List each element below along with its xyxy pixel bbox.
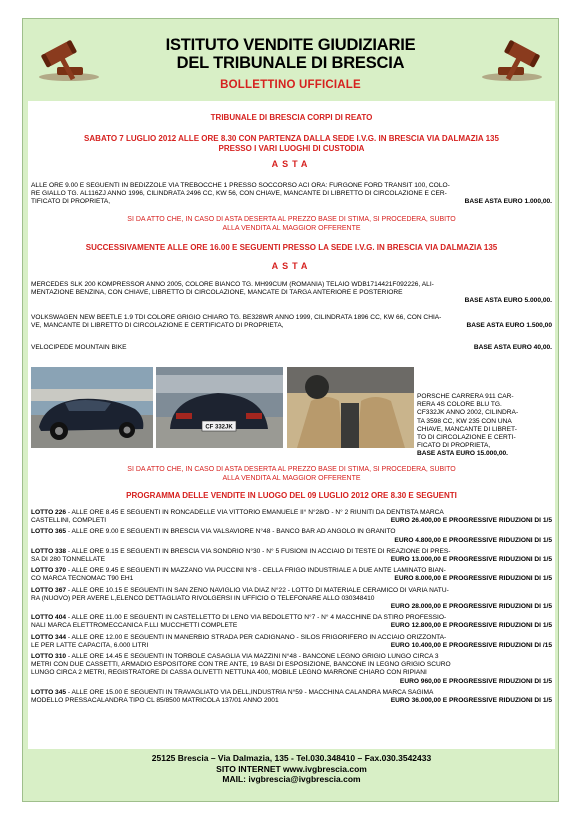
gavel-icon xyxy=(33,37,105,83)
bulletin-page xyxy=(22,18,559,802)
mercedes-price: BASE ASTA EURO 5.000,00. xyxy=(464,297,552,305)
gavel-icon xyxy=(476,37,548,83)
date-line-2: PRESSO I VARI LUOGHI DI CUSTODIA xyxy=(218,144,365,153)
porsche-description: PORSCHE CARRERA 911 CAR- RERA 4S COLORE BLU TG. CF332JK ANNO 2002, CILINDRA- TA 3598 CC, KW 235 CON UNA CHIAVE, MANCANTE DI LIBRET- TO DI CIRCOLAZIONE E CERTI- FICATO DI PROPRIETA, BASE ASTA EURO 15.000,00. xyxy=(417,393,553,459)
bike-row: VELOCIPEDE MOUNTAIN BIKE BASE ASTA EURO 40,00. xyxy=(31,344,552,351)
title-line-1: ISTITUTO VENDITE GIUDIZIARIE xyxy=(165,36,416,54)
porsche-price: BASE ASTA EURO 15.000,00. xyxy=(417,450,509,458)
list-item: LOTTO 367 - ALLE ORE 10.15 E SEGUENTI IN SAN ZENO NAVIGLIO VIA DIAZ N°22 - LOTTO DI MATERIALE CERAMICO DI VARIA NATU- RA (NUOVO) PER AVERE L,ELENCO DETTAGLIATO RIVOLGERSI IN UFFICIO O TELEFONARE ALLO 030348410 EURO 28.000,00 E PROGRESSIVE RIDUZIONI DI 1/5 xyxy=(31,586,552,611)
asta-label: ASTA xyxy=(271,159,312,169)
ford-description: ALLE ORE 9.00 E SEGUENTI IN BEDIZZOLE VIA TREBOCCHE 1 PRESSO SOCCORSO ACI ORA: FURGONE FORD TRANSIT 100, COLO- RE GIALLO TG. AL116ZJ ANNO 1996, CILINDRATA 2496 CC, KW 56, CON CHIAVE, MANCANTE DI LIBRETTO DI CIRCOLAZIONE E CER- TIFICATO DI PROPRIETA, BASE ASTA EURO 1.000,00. xyxy=(31,182,552,206)
bike-price: BASE ASTA EURO 40,00. xyxy=(473,344,552,351)
footer-site[interactable]: SITO INTERNET www.ivgbrescia.com xyxy=(216,763,367,774)
list-item: LOTTO 338 - ALLE ORE 9.15 E SEGUENTI IN BRESCIA VIA SONDRIO N°30 - N° 5 FUSIONI IN ACCIAIO DI TESTE DI REAZIONE DI PRES- SA DI 280 TONNELLATE EURO 13.000,00 E PROGRESSIVE RIDUZIONI DI 1/5 xyxy=(31,547,552,564)
header xyxy=(23,19,558,101)
list-item: LOTTO 226 - ALLE ORE 8.45 E SEGUENTI IN RONCADELLE VIA VITTORIO EMANUELE II° N°28/D - N° 2 RIUNITI DA DENTISTA MARCA CASTELLINI, COMPLETI EURO 26.400,00 E PROGRESSIVE RIDUZIONI DI 1/5 xyxy=(31,509,552,525)
photo-porsche-front xyxy=(31,367,153,448)
section-heading: TRIBUNALE DI BRESCIA CORPI DI REATO xyxy=(210,113,373,122)
lots-list xyxy=(31,509,552,708)
title-line-2: DEL TRIBUNALE DI BRESCIA xyxy=(176,54,405,72)
asta-label-2: ASTA xyxy=(271,261,312,271)
note-1: SI DA ATTO CHE, IN CASO DI ASTA DESERTA AL PREZZO BASE DI STIMA, SI PROCEDERA, SUBITO ALLA VENDITA AL MAGGIOR OFFERENTE xyxy=(127,216,456,232)
footer-address: 25125 Brescia – Via Dalmazia, 135 - Tel.030.348410 – Fax.030.3542433 xyxy=(151,753,432,763)
ford-price: BASE ASTA EURO 1.000,00. xyxy=(464,198,552,206)
photo-porsche-interior xyxy=(287,367,414,448)
list-item: LOTTO 310 - ALLE ORE 14.45 E SEGUENTI IN TORBOLE CASAGLIA VIA MAZZINI N°48 - BANCONE LEGNO GRIGIO LUNGO CIRCA 3 METRI CON DUE CASSETTI, ARMADIO ESPOSITORE CON TRE ANTE, 19 BASI DI ESPOSIZIONE, BANCONE IN LEGNO GRIGIO SCURO LUNGO CIRCA 2 METRI, REGISTRATORE DI CASSA OLIVETTI NETTUNA 400, MOBILE LEGNO MARRONE CHIARO CON RIPIANI EURO 960,00 E PROGRESSIVE RIDUZIONI DI 1/5 xyxy=(31,653,552,685)
vw-description: VOLKSWAGEN NEW BEETLE 1.9 TDI COLORE GRIGIO CHIARO TG. BE328WR ANNO 1999, CILINDRATA 1896 CC, KW 66, CON CHIA- VE, MANCANTE DI LIBRETTO DI CIRCOLAZIONE E CERTIFICATO DI PROPRIETA, BASE ASTA EURO 1.500,00 xyxy=(31,314,552,330)
list-item: LOTTO 344 - ALLE ORE 12.00 E SEGUENTI IN MANERBIO STRADA PER CADIGNANO - SILOS FRIGORIFERO IN ACCIAIO ORIZZONTA- LE PER LATTE CAPACITA, 6.000 LITRI EURO 10.400,00 E PROGRESSIVE RIDUZIONI DI /15 xyxy=(31,633,552,649)
list-item: LOTTO 345 - ALLE ORE 15.00 E SEGUENTI IN TRAVAGLIATO VIA DELL,INDUSTRIA N°59 - MACCHINA CALANDRA MARCA SAGIMA MODELLO PRESSACALANDRA TIPO CL 85/8500 MATRICOLA 137/01 ANNO 2001 EURO 36.000,00 E PROGRESSIVE RIDUZIONI DI 1/5 xyxy=(31,688,552,705)
program-heading: PROGRAMMA DELLE VENDITE IN LUOGO DEL 09 LUGLIO 2012 ORE 8.30 E SEGUENTI xyxy=(126,491,457,500)
content-area xyxy=(28,101,555,749)
note-2: SI DA ATTO CHE, IN CASO DI ASTA DESERTA AL PREZZO BASE DI STIMA, SI PROCEDERA, SUBITO ALLA VENDITA AL MAGGIOR OFFERENTE xyxy=(127,466,456,482)
list-item: LOTTO 370 - ALLE ORE 9.45 E SEGUENTI IN MAZZANO VIA PUCCINI N°8 - CELLA FRIGO INDUSTRIALE A DUE ANTE LAMINATO BIAN- CO MARCA TECNOMAC T90 EH1 EURO 8.000,00 E PROGRESSIVE RIDUZIONI DI 1/5 xyxy=(31,567,552,583)
date-line-1: SABATO 7 LUGLIO 2012 ALLE ORE 8.30 CON PARTENZA DALLA SEDE I.V.G. IN BRESCIA VIA DALMAZIA 135 xyxy=(84,134,499,143)
mercedes-description: MERCEDES SLK 200 KOMPRESSOR ANNO 2005, COLORE BIANCO TG. MH99CUM (ROMANIA) TELAIO WDB1714421F092226, ALI- MENTAZIONE BENZINA, CON CHIAVE, LIBRETTO DI CIRCOLAZIONE, MANCATE DI TARGA ANTERIORE E POSTERIORE BASE ASTA EURO 5.000,00. xyxy=(31,281,552,305)
photo-porsche-rear xyxy=(156,367,283,448)
footer-mail[interactable]: MAIL: ivgbrescia@ivgbrescia.com xyxy=(222,774,361,784)
list-item: LOTTO 365 - ALLE ORE 9.00 E SEGUENTI IN BRESCIA VIA VALSAVIORE N°48 - BANCO BAR AD ANGOLO IN GRANITO EURO 4.800,00 E PROGRESSIVE RIDUZIONI DI 1/5 xyxy=(31,528,552,544)
subtitle: BOLLETTINO UFFICIALE xyxy=(220,79,361,91)
footer xyxy=(23,753,559,785)
section2-heading: SUCCESSIVAMENTE ALLE ORE 16.00 E SEGUENTI PRESSO LA SEDE I.V.G. IN BRESCIA VIA DALMAZIA 135 xyxy=(85,243,498,252)
vw-price: BASE ASTA EURO 1.500,00 xyxy=(466,322,552,330)
list-item: LOTTO 404 - ALLE ORE 11.00 E SEGUENTI IN CASTELLETTO DI LENO VIA BEDOLETTO N°7 - N° 4 MACCHINE DA STIRO PROFESSIO- NALI MARCA ELETTROMECCANICA F.LLI MUCCHETTI COMPLETE EURO 12.800,00 E PROGRESSIVE RIDUZIONI DI 1/5 xyxy=(31,614,552,630)
plate-text: CF 332JK xyxy=(205,424,233,431)
